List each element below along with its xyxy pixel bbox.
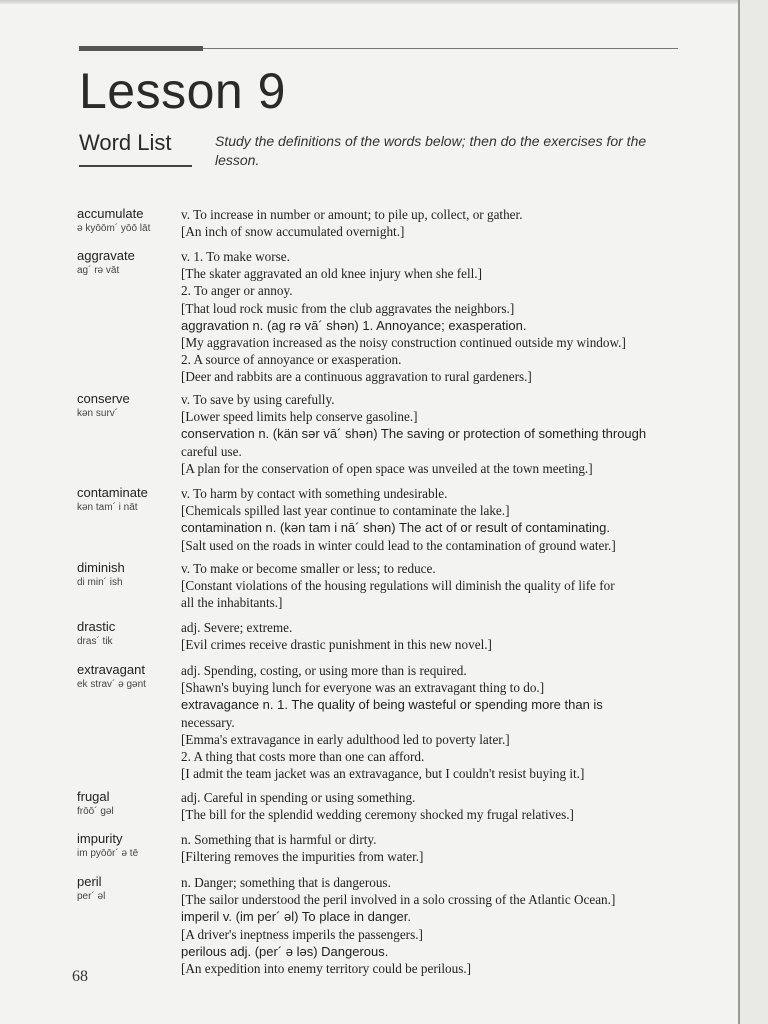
entry-definition — [181, 662, 681, 782]
derived-form-line: extravagance n. 1. The quality of being wasteful or spending more than is — [181, 697, 603, 713]
example-line: [Chemicals spilled last year continue to contaminate the lake.] — [181, 503, 510, 519]
instructions-text: Study the definitions of the words below; then do the exercises for the lesson. — [215, 133, 647, 168]
example-line: [The bill for the splendid wedding ceremony shocked my frugal relatives.] — [181, 807, 574, 823]
derived-form-line: contamination n. (kən tam i nā´ shən) The act of or result of contaminating. — [181, 520, 610, 536]
example-line: [My aggravation increased as the noisy construction continued outside my window.] — [181, 335, 626, 351]
word-list-underline — [79, 165, 192, 167]
example-line: [Salt used on the roads in winter could lead to the contamination of ground water.] — [181, 537, 616, 553]
definition-line: v. To save by using carefully. — [181, 392, 335, 407]
entry-pronunciation: ə kyōōm´ yōō lāt — [77, 223, 151, 234]
entry-definition — [181, 485, 681, 554]
example-line: [Deer and rabbits are a continuous aggravation to rural gardeners.] — [181, 369, 532, 385]
definition-line: 2. A source of annoyance or exasperation. — [181, 352, 402, 368]
entry-word: extravagant — [77, 662, 145, 677]
entry-definition — [181, 831, 681, 865]
definition-line: necessary. — [181, 714, 235, 730]
entry-word: contaminate — [77, 485, 148, 500]
entry-definition — [181, 789, 681, 823]
definition-line: adj. Careful in spending or using something. — [181, 790, 416, 805]
example-line: [That loud rock music from the club aggravates the neighbors.] — [181, 300, 515, 316]
entry-definition — [181, 248, 681, 386]
header-rule-thick — [79, 46, 203, 51]
example-line: [Constant violations of the housing regulations will diminish the quality of life for — [181, 578, 615, 594]
entry-pronunciation: im pyōōr´ ə tē — [77, 848, 139, 859]
example-line: [Lower speed limits help conserve gasoline.] — [181, 409, 418, 425]
example-line: [Filtering removes the impurities from water.] — [181, 849, 424, 865]
entry-definition — [181, 391, 681, 477]
entry-pronunciation: kən surv´ — [77, 408, 119, 419]
entry-definition — [181, 560, 681, 612]
definition-line: v. To harm by contact with something undesirable. — [181, 486, 448, 501]
entry-word: frugal — [77, 789, 110, 804]
derived-form-line: aggravation n. (ag rə vā´ shən) 1. Annoyance; exasperation. — [181, 317, 527, 333]
entry-word: drastic — [77, 619, 116, 634]
example-line: all the inhabitants.] — [181, 595, 283, 611]
definition-line: 2. To anger or annoy. — [181, 283, 293, 299]
definition-line: adj. Spending, costing, or using more than is required. — [181, 663, 467, 678]
entry-word: peril — [77, 874, 102, 889]
scan-right-edge — [738, 0, 740, 1024]
page-number: 68 — [72, 968, 88, 985]
entry-definition — [181, 206, 681, 240]
definition-line: v. 1. To make worse. — [181, 249, 290, 264]
definition-line: 2. A thing that costs more than one can afford. — [181, 749, 425, 765]
example-line: [A driver's ineptness imperils the passengers.] — [181, 926, 423, 942]
entry-definition — [181, 874, 681, 977]
example-line: [I admit the team jacket was an extravagance, but I couldn't resist buying it.] — [181, 766, 585, 782]
entry-definition — [181, 619, 681, 653]
definition-line: n. Something that is harmful or dirty. — [181, 832, 377, 847]
header-rule-thin — [203, 48, 678, 49]
definition-line: v. To increase in number or amount; to pile up, collect, or gather. — [181, 207, 523, 222]
entry-pronunciation: dras´ tik — [77, 636, 113, 647]
scan-right-margin — [740, 0, 768, 1024]
example-line: [Evil crimes receive drastic punishment in this new novel.] — [181, 637, 492, 653]
example-line: [The skater aggravated an old knee injury when she fell.] — [181, 266, 482, 282]
example-line: [Shawn's buying lunch for everyone was an extravagant thing to do.] — [181, 680, 545, 696]
derived-form-line: conservation n. (kän sər vā´ shən) The saving or protection of something through — [181, 426, 647, 442]
derived-form-line: perilous adj. (per´ ə ləs) Dangerous. — [181, 943, 389, 959]
entry-word: conserve — [77, 391, 130, 406]
entry-word: aggravate — [77, 248, 135, 263]
lesson-title: Lesson 9 — [79, 63, 286, 119]
entry-pronunciation: ag´ rə vāt — [77, 265, 120, 276]
entry-pronunciation: ek strav´ ə gənt — [77, 679, 146, 690]
derived-form-line: imperil v. (im per´ əl) To place in danger. — [181, 909, 412, 925]
example-line: [The sailor understood the peril involved in a solo crossing of the Atlantic Ocean.] — [181, 892, 616, 908]
entry-pronunciation: frōō´ gəl — [77, 806, 114, 817]
scan-top-edge — [0, 0, 768, 4]
definition-line: careful use. — [181, 443, 242, 459]
entry-word: diminish — [77, 560, 125, 575]
example-line: [Emma's extravagance in early adulthood led to poverty later.] — [181, 731, 510, 747]
example-line: [A plan for the conservation of open space was unveiled at the town meeting.] — [181, 460, 593, 476]
word-list-heading: Word List — [79, 130, 172, 155]
entry-word: accumulate — [77, 206, 144, 221]
example-line: [An expedition into enemy territory could be perilous.] — [181, 961, 472, 977]
example-line: [An inch of snow accumulated overnight.] — [181, 224, 405, 240]
definition-line: adj. Severe; extreme. — [181, 620, 293, 635]
entry-pronunciation: per´ əl — [77, 891, 106, 902]
entry-word: impurity — [77, 831, 123, 846]
definition-line: v. To make or become smaller or less; to reduce. — [181, 561, 436, 576]
entry-pronunciation: kən tam´ i nāt — [77, 502, 138, 513]
entry-pronunciation: di min´ ish — [77, 577, 123, 588]
definition-line: n. Danger; something that is dangerous. — [181, 875, 391, 890]
